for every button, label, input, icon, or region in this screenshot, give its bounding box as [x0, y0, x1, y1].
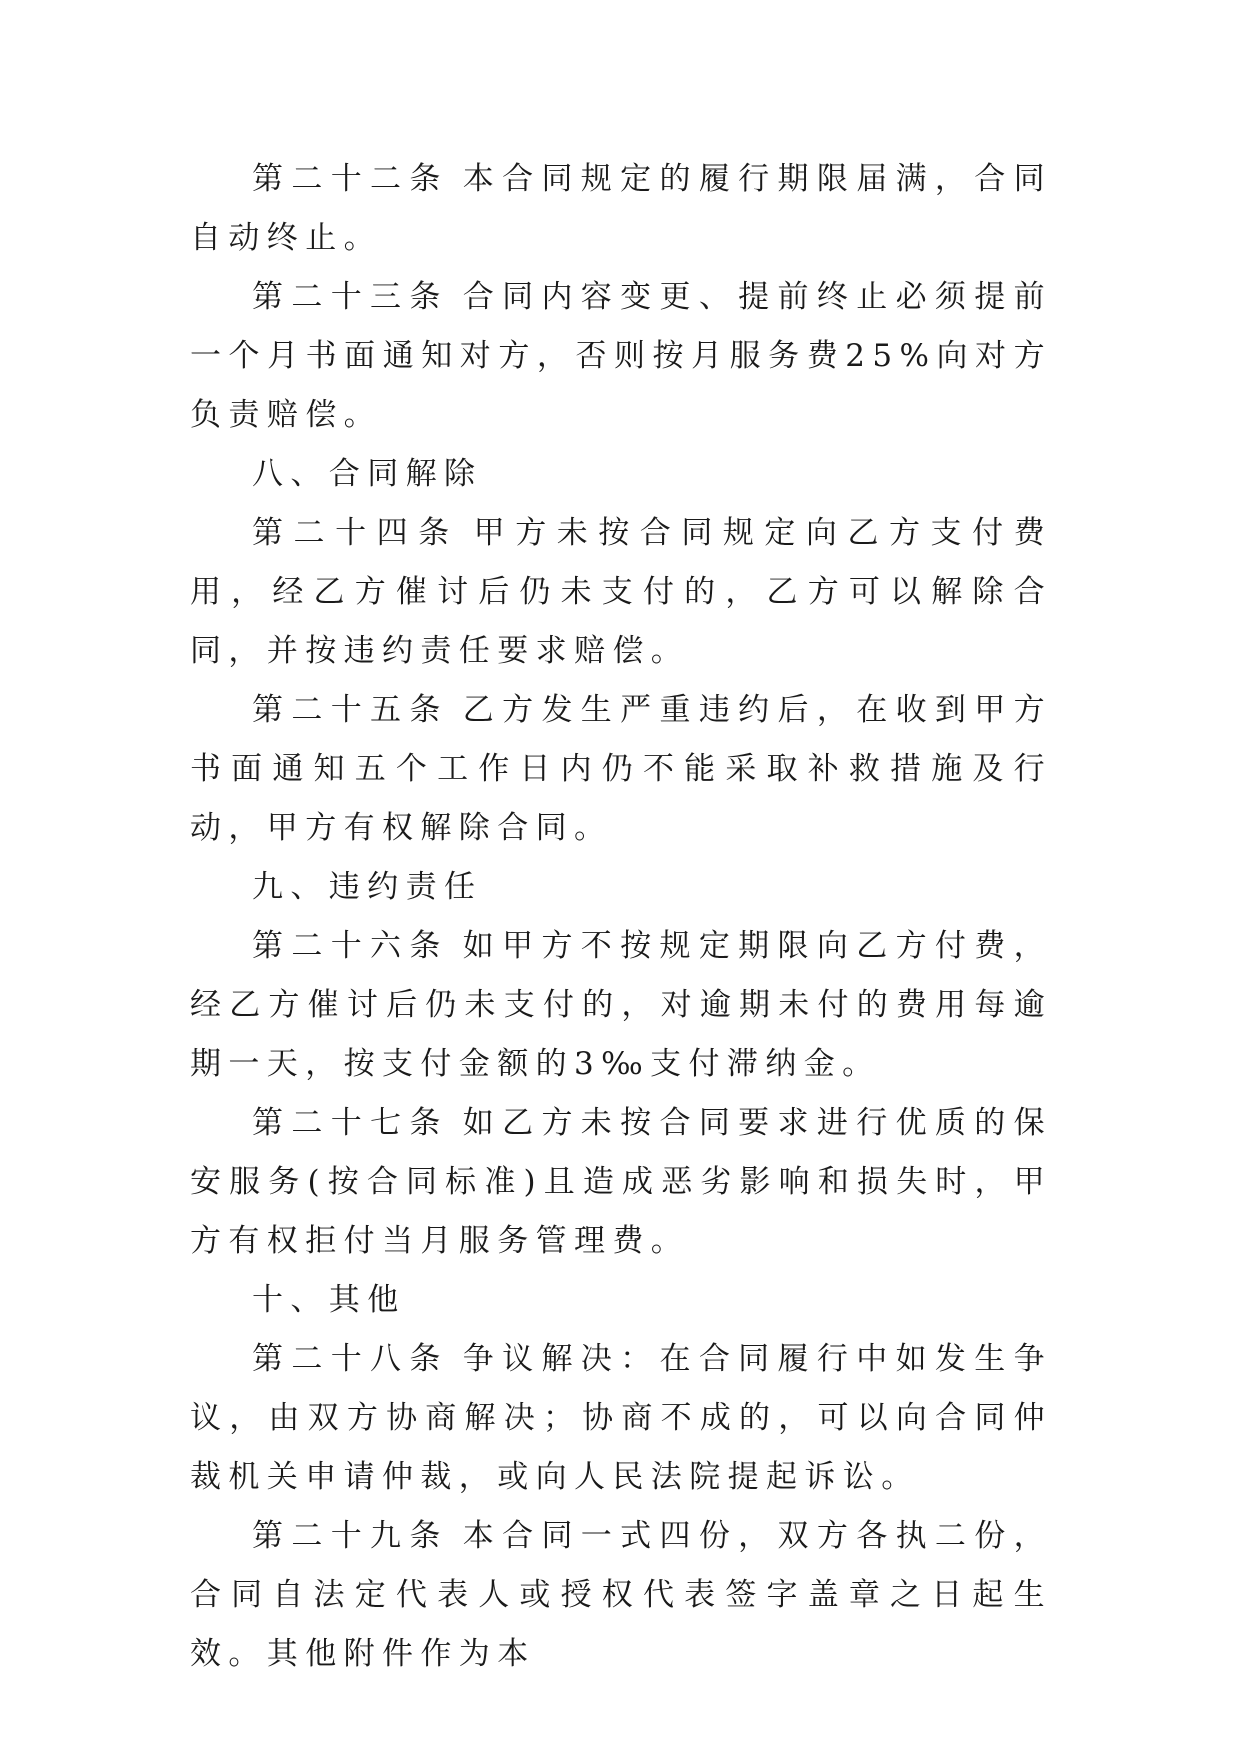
section-heading-liability: 九、违约责任: [252, 869, 483, 905]
article-24: [190, 504, 1052, 681]
article-number: 第二十九条: [252, 1518, 449, 1554]
article-text: 如乙方未按合同要求进行优质的保安服务(按合同标准)且造成恶劣影响和损失时，甲方有权拒付当月服务管理费。: [190, 1105, 1053, 1259]
article-text: 乙方发生严重违约后，在收到甲方书面通知五个工作日内仍不能采取补救措施及行动，甲方有权解除合同。: [190, 692, 1053, 846]
article-25: [190, 681, 1052, 858]
article-22: [190, 150, 1052, 268]
article-text: 合同内容变更、提前终止必须提前一个月书面通知对方，否则按月服务费25%向对方负责赔偿。: [190, 279, 1053, 433]
article-text: 本合同规定的履行期限届满，合同自动终止。: [190, 161, 1053, 256]
article-number: 第二十七条: [252, 1105, 449, 1141]
section-heading-termination: 八、合同解除: [252, 456, 483, 492]
article-number: 第二十六条: [252, 928, 449, 964]
article-number: 第二十八条: [252, 1341, 449, 1377]
article-text: 如甲方不按规定期限向乙方付费，经乙方催讨后仍未支付的，对逾期未付的费用每逾期一天，按支付金额的3‰支付滞纳金。: [190, 928, 1053, 1082]
article-26: [190, 917, 1052, 1094]
article-29: [190, 1507, 1052, 1684]
document-page: [190, 150, 1052, 1684]
article-number: 第二十三条: [252, 279, 449, 315]
article-number: 第二十四条: [252, 515, 460, 551]
article-text: 争议解决：在合同履行中如发生争议，由双方协商解决；协商不成的，可以向合同仲裁机关申请仲裁，或向人民法院提起诉讼。: [190, 1341, 1053, 1495]
article-text: 甲方未按合同规定向乙方支付费用，经乙方催讨后仍未支付的，乙方可以解除合同，并按违约责任要求赔偿。: [190, 515, 1052, 669]
article-27: [190, 1094, 1052, 1271]
article-number: 第二十二条: [252, 161, 449, 197]
article-23: [190, 268, 1052, 445]
section-heading-other: 十、其他: [252, 1282, 406, 1318]
article-text: 本合同一式四份，双方各执二份，合同自法定代表人或授权代表签字盖章之日起生效。其他附件作为本: [190, 1518, 1053, 1672]
article-28: [190, 1330, 1052, 1507]
article-number: 第二十五条: [252, 692, 449, 728]
